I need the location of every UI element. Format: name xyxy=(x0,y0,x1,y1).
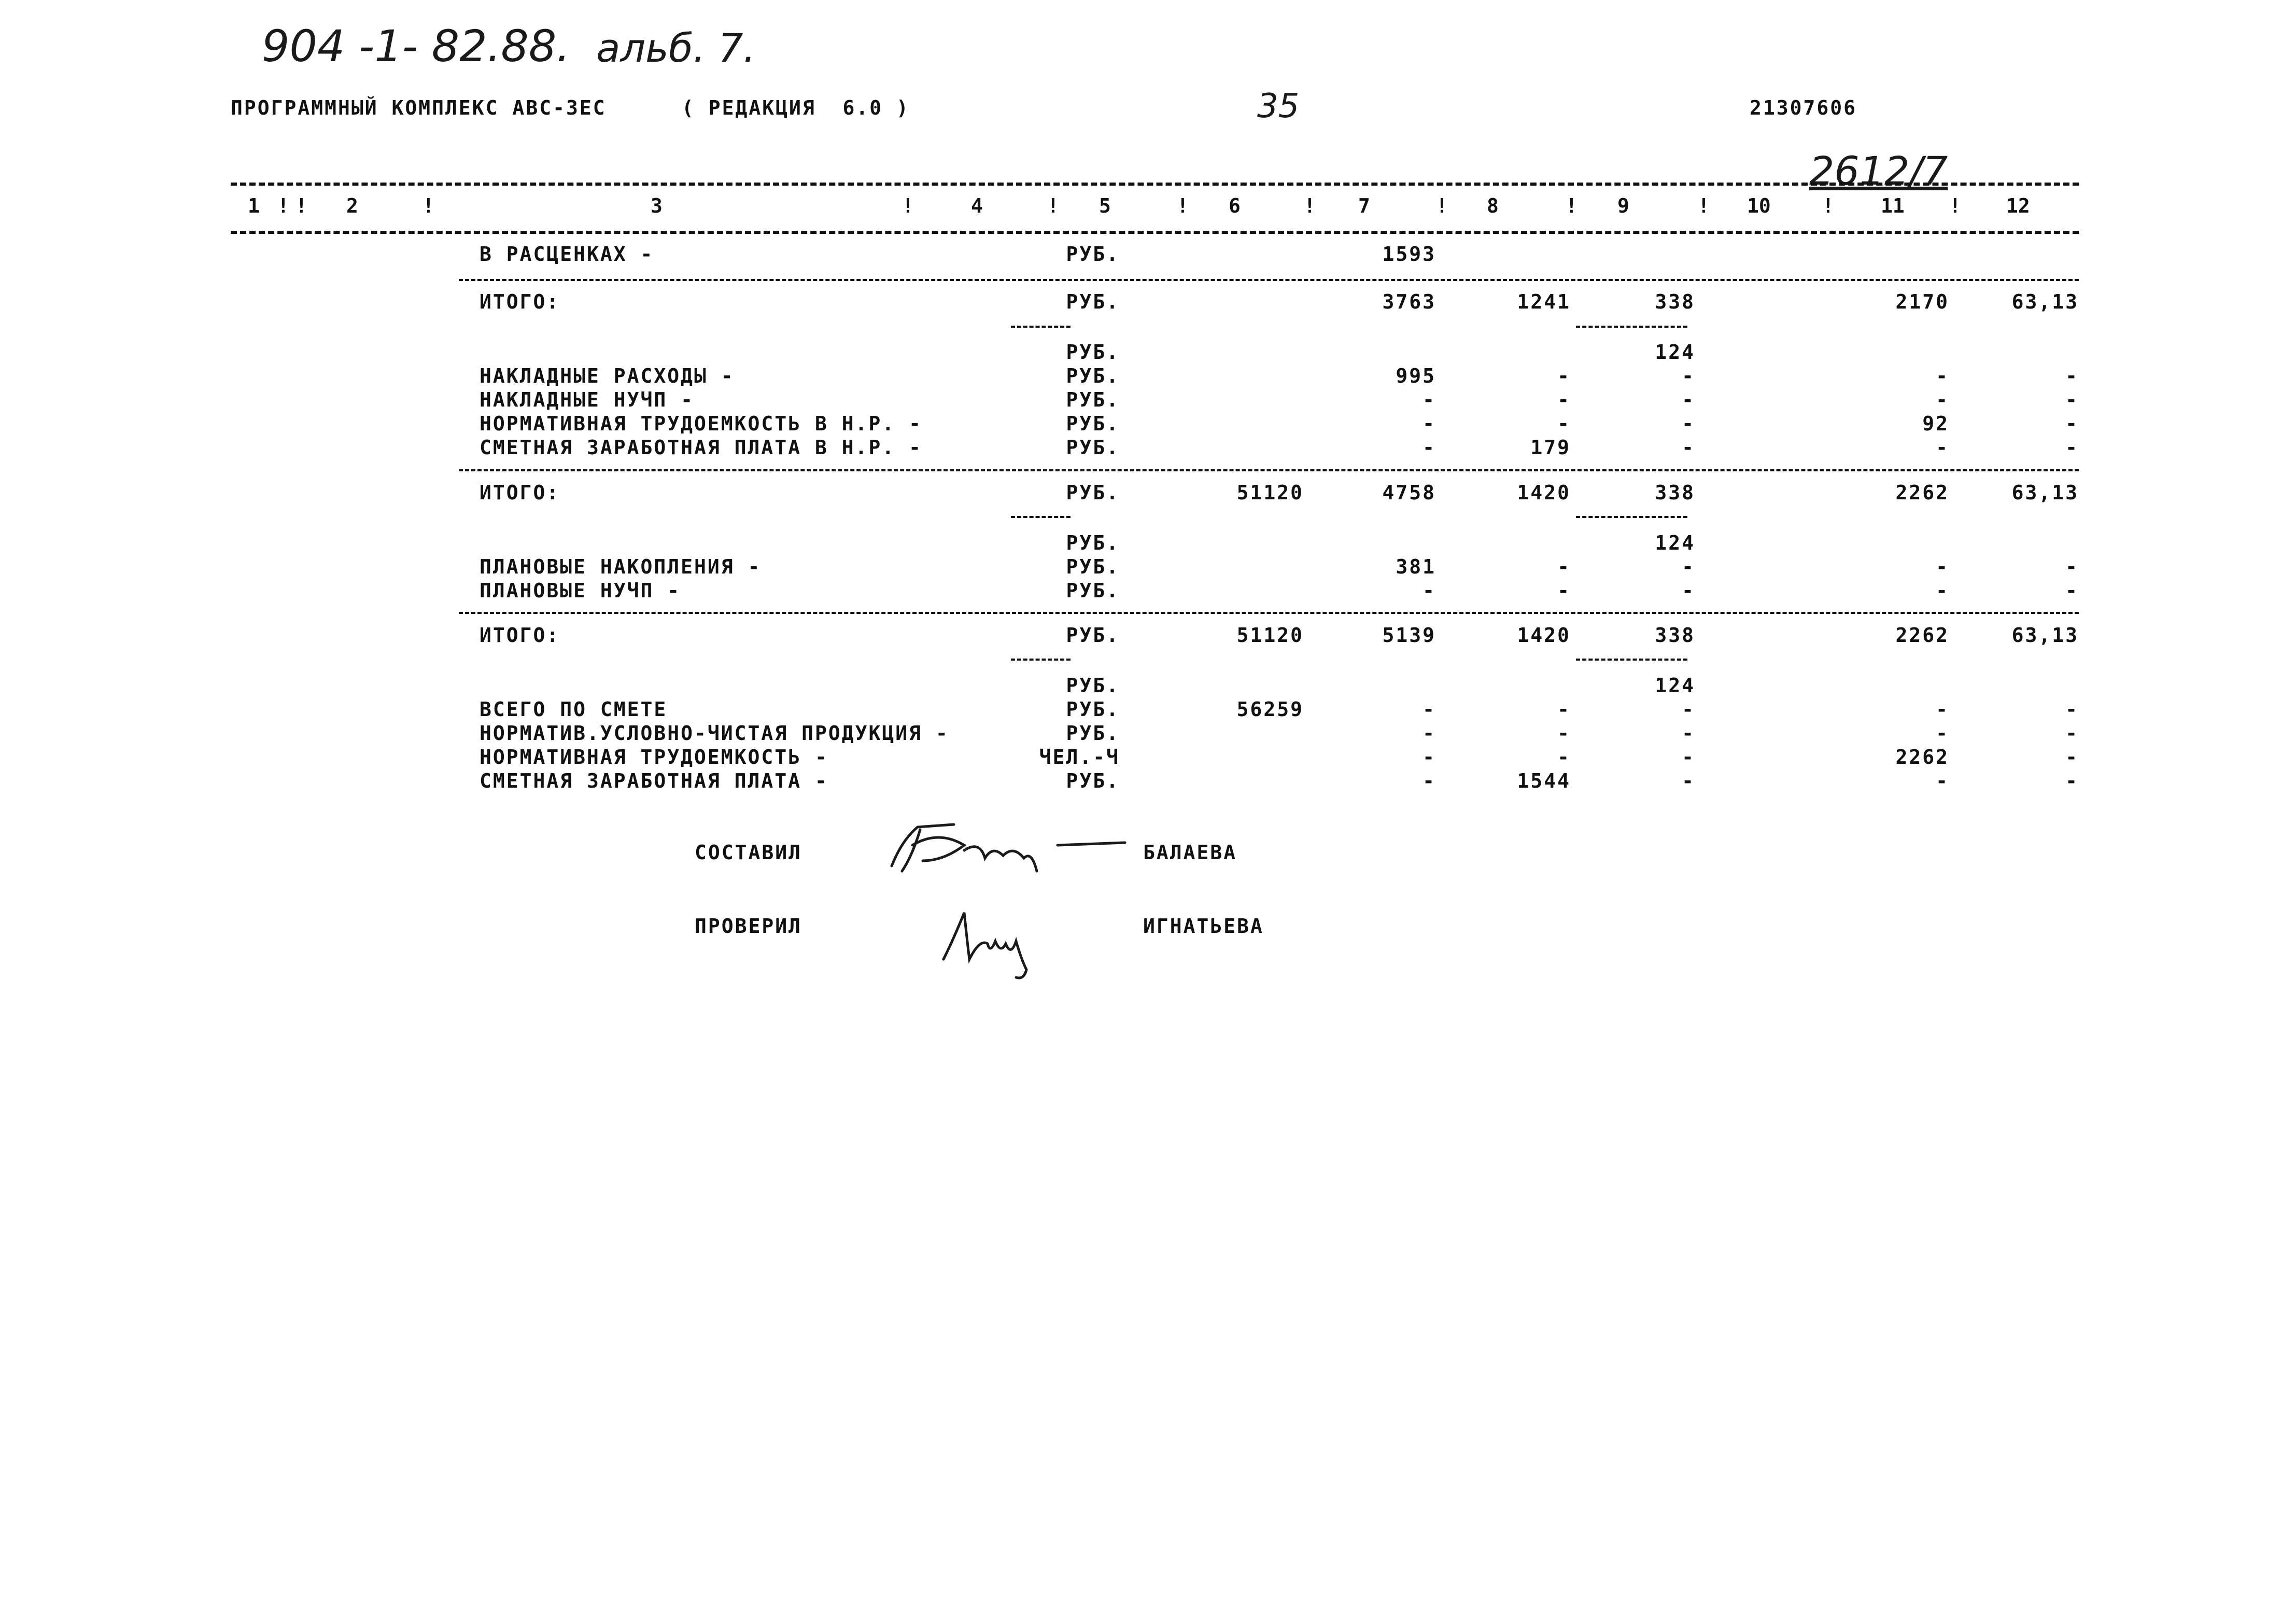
cell-c12: - xyxy=(2065,698,2079,721)
compiled-by-label: СОСТАВИЛ xyxy=(695,841,802,864)
column-number: 7 xyxy=(1358,194,1370,217)
cell-c9: - xyxy=(1682,579,1695,602)
cell-unit: РУБ. xyxy=(1066,388,1120,411)
section-rule xyxy=(459,612,2079,614)
cell-c9: 338 xyxy=(1655,624,1695,647)
column-separator: ! xyxy=(1822,194,1834,217)
signature-checked xyxy=(933,892,1047,985)
column-separator: ! xyxy=(1698,194,1710,217)
table-row xyxy=(0,531,2296,555)
cell-unit: РУБ. xyxy=(1066,243,1120,265)
column-separator: ! xyxy=(1436,194,1448,217)
section-rule xyxy=(459,469,2079,471)
column-separator: ! xyxy=(1177,194,1189,217)
cell-c8: - xyxy=(1557,698,1571,721)
cell-label: НАКЛАДНЫЕ РАСХОДЫ - xyxy=(480,365,735,387)
cell-unit: РУБ. xyxy=(1066,436,1120,459)
cell-unit: РУБ. xyxy=(1066,674,1120,697)
cell-c9: - xyxy=(1682,436,1695,459)
cell-c9: 124 xyxy=(1655,531,1695,554)
cell-c12: - xyxy=(2065,769,2079,792)
column-number: 9 xyxy=(1617,194,1629,217)
cell-c11: 92 xyxy=(1922,412,1949,435)
cell-c9: - xyxy=(1682,746,1695,768)
column-number: 11 xyxy=(1881,194,1905,217)
cell-unit: РУБ. xyxy=(1066,412,1120,435)
cell-unit: РУБ. xyxy=(1066,698,1120,721)
table-row xyxy=(0,365,2296,388)
column-number: 5 xyxy=(1099,194,1111,217)
stamp-code: 904 -1- 82.88. xyxy=(262,21,570,72)
cell-c9: 124 xyxy=(1655,341,1695,363)
cell-c12: 63,13 xyxy=(2011,624,2079,647)
cell-c7: - xyxy=(1422,698,1436,721)
column-header-row xyxy=(0,194,2296,220)
table-row xyxy=(0,624,2296,648)
column-number: 8 xyxy=(1487,194,1499,217)
cell-c8: 1241 xyxy=(1517,290,1571,313)
cell-c9: 338 xyxy=(1655,481,1695,504)
cell-label: ИТОГО: xyxy=(480,481,560,504)
table-row xyxy=(0,436,2296,460)
cell-c9: - xyxy=(1682,722,1695,745)
column-number: 6 xyxy=(1229,194,1241,217)
cell-c7: 5139 xyxy=(1382,624,1436,647)
column-separator: ! xyxy=(1949,194,1961,217)
cell-c8: - xyxy=(1557,722,1571,745)
cell-label: ПЛАНОВЫЕ НУЧП - xyxy=(480,579,681,602)
cell-unit: РУБ. xyxy=(1066,365,1120,387)
cell-c9: - xyxy=(1682,769,1695,792)
cell-label: В РАСЦЕНКАХ - xyxy=(480,243,654,265)
edition-label: ( РЕДАКЦИЯ 6.0 ) xyxy=(682,96,910,119)
cell-c8: - xyxy=(1557,746,1571,768)
cell-c11: - xyxy=(1936,365,1949,387)
table-row xyxy=(0,341,2296,365)
cell-c7: - xyxy=(1422,746,1436,768)
table-row xyxy=(0,746,2296,769)
page-number: 35 xyxy=(1257,87,1300,125)
table-row xyxy=(0,481,2296,505)
cell-c12: 63,13 xyxy=(2011,290,2079,313)
cell-c11: 2262 xyxy=(1895,481,1949,504)
cell-c9: - xyxy=(1682,412,1695,435)
column-separator: ! xyxy=(295,194,307,217)
cell-label: НОРМАТИВ.УСЛОВНО-ЧИСТАЯ ПРОДУКЦИЯ - xyxy=(480,722,949,745)
cell-c11: - xyxy=(1936,388,1949,411)
cell-c8: - xyxy=(1557,555,1571,578)
sheet-reference: 2612/7 xyxy=(1809,148,1948,194)
cell-c12: - xyxy=(2065,388,2079,411)
column-separator: ! xyxy=(422,194,434,217)
cell-label: ПЛАНОВЫЕ НАКОПЛЕНИЯ - xyxy=(480,555,762,578)
cell-c8: 179 xyxy=(1530,436,1571,459)
cell-c7: - xyxy=(1422,412,1436,435)
cell-c6: 56259 xyxy=(1236,698,1304,721)
column-number: 2 xyxy=(346,194,358,217)
cell-c12: - xyxy=(2065,412,2079,435)
cell-unit: РУБ. xyxy=(1066,769,1120,792)
checked-by-label: ПРОВЕРИЛ xyxy=(695,915,802,938)
cell-unit: ЧЕЛ.-Ч xyxy=(1039,746,1120,768)
cell-unit: РУБ. xyxy=(1066,624,1120,647)
table-row xyxy=(0,674,2296,698)
cell-c8: 1420 xyxy=(1517,481,1571,504)
cell-label: НОРМАТИВНАЯ ТРУДОЕМКОСТЬ В Н.Р. - xyxy=(480,412,922,435)
column-separator: ! xyxy=(1304,194,1316,217)
cell-label: СМЕТНАЯ ЗАРАБОТНАЯ ПЛАТА - xyxy=(480,769,828,792)
cell-c8: 1544 xyxy=(1517,769,1571,792)
table-row xyxy=(0,555,2296,579)
table-row xyxy=(0,290,2296,314)
cell-label: НАКЛАДНЫЕ НУЧП - xyxy=(480,388,695,411)
cell-c11: - xyxy=(1936,579,1949,602)
table-row xyxy=(0,698,2296,722)
cell-c11: 2262 xyxy=(1895,624,1949,647)
cell-c9: - xyxy=(1682,388,1695,411)
cell-c12: - xyxy=(2065,722,2079,745)
total-underline xyxy=(1576,659,1687,661)
total-underline xyxy=(1576,326,1687,328)
table-row xyxy=(0,769,2296,793)
cell-c7: - xyxy=(1422,436,1436,459)
cell-c7: - xyxy=(1422,388,1436,411)
cell-label: СМЕТНАЯ ЗАРАБОТНАЯ ПЛАТА В Н.Р. - xyxy=(480,436,922,459)
cell-unit: РУБ. xyxy=(1066,341,1120,363)
cell-c9: 124 xyxy=(1655,674,1695,697)
document-code: 21307606 xyxy=(1750,96,1857,119)
cell-c11: - xyxy=(1936,769,1949,792)
table-row xyxy=(0,388,2296,412)
cell-c9: - xyxy=(1682,698,1695,721)
column-number: 3 xyxy=(651,194,663,217)
column-separator: ! xyxy=(277,194,289,217)
cell-c12: - xyxy=(2065,555,2079,578)
cell-c12: - xyxy=(2065,365,2079,387)
cell-unit: РУБ. xyxy=(1066,290,1120,313)
cell-c12: 63,13 xyxy=(2011,481,2079,504)
unit-underline xyxy=(1011,659,1070,661)
cell-label: НОРМАТИВНАЯ ТРУДОЕМКОСТЬ - xyxy=(480,746,828,768)
cell-c11: 2262 xyxy=(1895,746,1949,768)
table-row xyxy=(0,579,2296,603)
cell-c7: 381 xyxy=(1396,555,1436,578)
cell-c7: 4758 xyxy=(1382,481,1436,504)
cell-c9: - xyxy=(1682,555,1695,578)
section-rule xyxy=(459,279,2079,281)
column-number: 12 xyxy=(2006,194,2030,217)
cell-c11: 2170 xyxy=(1895,290,1949,313)
checked-by-name: ИГНАТЬЕВА xyxy=(1143,915,1264,938)
cell-c11: - xyxy=(1936,555,1949,578)
cell-c6: 51120 xyxy=(1236,624,1304,647)
program-title: ПРОГРАММНЫЙ КОМПЛЕКС АВС-3ЕС xyxy=(231,96,607,119)
cell-c11: - xyxy=(1936,698,1949,721)
cell-c9: 338 xyxy=(1655,290,1695,313)
cell-c11: - xyxy=(1936,722,1949,745)
signature-compiled xyxy=(881,809,1140,887)
cell-c6: 51120 xyxy=(1236,481,1304,504)
cell-c7: - xyxy=(1422,769,1436,792)
cell-label: ВСЕГО ПО СМЕТЕ xyxy=(480,698,668,721)
cell-label: ИТОГО: xyxy=(480,624,560,647)
cell-c12: - xyxy=(2065,436,2079,459)
cell-c8: - xyxy=(1557,365,1571,387)
cell-c12: - xyxy=(2065,579,2079,602)
cell-unit: РУБ. xyxy=(1066,481,1120,504)
cell-c8: - xyxy=(1557,388,1571,411)
table-row xyxy=(0,412,2296,436)
cell-c8: - xyxy=(1557,579,1571,602)
column-number: 10 xyxy=(1747,194,1771,217)
unit-underline xyxy=(1011,326,1070,328)
cell-c7: - xyxy=(1422,579,1436,602)
header-bottom-rule xyxy=(231,231,2079,234)
cell-unit: РУБ. xyxy=(1066,579,1120,602)
column-separator: ! xyxy=(1566,194,1577,217)
cell-c7: - xyxy=(1422,722,1436,745)
table-row xyxy=(0,243,2296,267)
cell-c9: - xyxy=(1682,365,1695,387)
cell-unit: РУБ. xyxy=(1066,531,1120,554)
table-row xyxy=(0,722,2296,746)
cell-label: ИТОГО: xyxy=(480,290,560,313)
cell-c12: - xyxy=(2065,746,2079,768)
cell-c8: 1420 xyxy=(1517,624,1571,647)
cell-c7: 1593 xyxy=(1382,243,1436,265)
cell-c8: - xyxy=(1557,412,1571,435)
cell-c7: 995 xyxy=(1396,365,1436,387)
column-number: 4 xyxy=(971,194,983,217)
total-underline xyxy=(1576,516,1687,518)
header-top-rule xyxy=(231,183,2079,186)
column-separator: ! xyxy=(1047,194,1059,217)
compiled-by-name: БАЛАЕВА xyxy=(1143,841,1237,864)
cell-c7: 3763 xyxy=(1382,290,1436,313)
cell-unit: РУБ. xyxy=(1066,555,1120,578)
column-number: 1 xyxy=(248,194,260,217)
album-number: альб. 7. xyxy=(596,25,756,71)
cell-c11: - xyxy=(1936,436,1949,459)
unit-underline xyxy=(1011,516,1070,518)
column-separator: ! xyxy=(902,194,914,217)
cell-unit: РУБ. xyxy=(1066,722,1120,745)
